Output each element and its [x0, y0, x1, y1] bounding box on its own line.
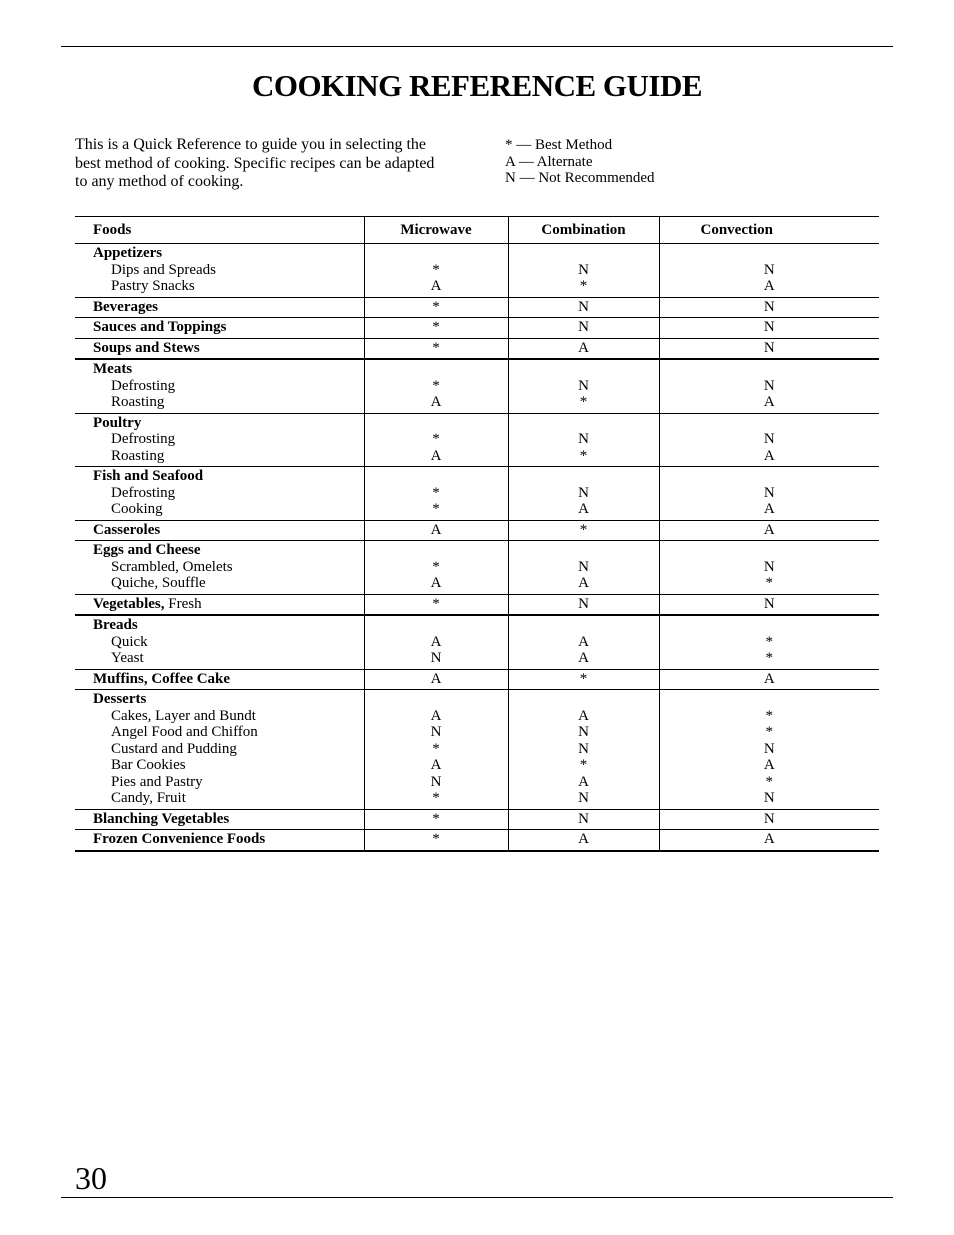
subcategory-label: Pastry Snacks: [111, 278, 195, 294]
table-body: [75, 244, 879, 851]
table-row: [75, 520, 879, 541]
category-line: [93, 361, 364, 378]
convection-cell: [659, 594, 879, 615]
convection-value: *: [765, 633, 773, 650]
subcategory-label: Roasting: [111, 447, 165, 464]
convection-value: N: [763, 298, 775, 315]
microwave-value: A: [430, 278, 442, 294]
subcategory-label: Quick: [111, 633, 148, 650]
combination-value: A: [578, 831, 589, 847]
subcategory-label: Quiche, Souffle: [111, 575, 206, 591]
category-line: [93, 691, 364, 708]
subcategory-label: Defrosting: [111, 431, 176, 447]
combination-cell: [508, 338, 659, 359]
foods-cell: [75, 669, 364, 690]
foods-cell: [75, 594, 364, 615]
combination-value: A: [578, 501, 589, 517]
combination-cell: [508, 669, 659, 690]
table-row: [75, 359, 879, 413]
microwave-cell: [364, 318, 508, 339]
combination-cell: [508, 541, 659, 595]
combination-value: A: [578, 773, 589, 790]
header-convection: Convection: [659, 217, 879, 244]
legend-best-method: * — Best Method: [505, 137, 613, 153]
combination-value: A: [578, 575, 589, 591]
combination-value: A: [578, 650, 589, 666]
cell-spacer: [660, 542, 880, 559]
category-label: Meats: [93, 361, 133, 377]
microwave-cell: [364, 615, 508, 669]
category-label: Frozen Convenience Foods: [93, 831, 266, 847]
header-microwave: Microwave: [364, 217, 508, 244]
table-row: [75, 690, 879, 810]
convection-value: N: [763, 558, 775, 575]
combination-value: N: [578, 810, 589, 827]
microwave-value: *: [432, 339, 440, 356]
table-row: [75, 615, 879, 669]
cell-spacer: [660, 245, 880, 262]
table-row: [75, 244, 879, 298]
microwave-value: *: [432, 831, 440, 847]
foods-cell: [75, 520, 364, 541]
category-label: Appetizers: [93, 245, 163, 261]
combination-value: *: [579, 278, 588, 294]
microwave-value: *: [432, 319, 440, 335]
convection-value: N: [763, 339, 775, 356]
category-label: Muffins, Coffee Cake: [93, 670, 231, 687]
category-label: Soups and Stews: [93, 339, 200, 356]
combination-cell: [508, 359, 659, 413]
microwave-value: *: [432, 261, 440, 278]
category-line: [93, 340, 364, 357]
convection-value: N: [763, 377, 775, 394]
convection-cell: [659, 615, 879, 669]
microwave-cell: [364, 244, 508, 298]
microwave-cell: [364, 520, 508, 541]
combination-cell: [508, 594, 659, 615]
convection-value: N: [763, 484, 775, 501]
table-row: [75, 809, 879, 830]
microwave-cell: [364, 359, 508, 413]
microwave-cell: [364, 594, 508, 615]
combination-value: N: [578, 790, 589, 806]
combination-value: *: [579, 394, 588, 410]
convection-value: A: [763, 447, 775, 464]
combination-cell: [508, 809, 659, 830]
convection-cell: [659, 359, 879, 413]
cell-spacer: [509, 245, 659, 262]
convection-cell: [659, 244, 879, 298]
header-combination: Combination: [508, 217, 659, 244]
convection-cell: [659, 338, 879, 359]
category-label: Casseroles: [93, 521, 161, 538]
cell-spacer: [509, 361, 659, 378]
subcategory-label: Cakes, Layer and Bundt: [111, 707, 256, 724]
convection-cell: [659, 669, 879, 690]
microwave-value: A: [430, 757, 442, 773]
cell-spacer: [365, 415, 508, 432]
legend: [505, 137, 655, 187]
bottom-rule: [61, 1197, 893, 1198]
cell-spacer: [509, 617, 659, 634]
combination-value: *: [579, 447, 588, 464]
microwave-cell: [364, 809, 508, 830]
convection-value: *: [765, 724, 773, 740]
category-suffix: Fresh: [164, 595, 202, 612]
convection-cell: [659, 467, 879, 521]
subcategory-label: Cooking: [111, 501, 163, 517]
combination-cell: [508, 467, 659, 521]
category-line: [93, 831, 364, 848]
convection-value: A: [763, 394, 775, 410]
table-row: [75, 594, 879, 615]
combination-cell: [508, 413, 659, 467]
cell-spacer: [660, 617, 880, 634]
microwave-value: N: [430, 773, 442, 790]
subcategory-label: Yeast: [111, 650, 144, 666]
microwave-value: A: [430, 394, 442, 410]
cell-spacer: [365, 361, 508, 378]
table-row: [75, 318, 879, 339]
cell-spacer: [660, 361, 880, 378]
convection-value: A: [763, 757, 775, 773]
intro-paragraph: This is a Quick Reference to guide you in selecting the best method of cooking. Specific recipes can be adapted to any method of cooking.: [75, 136, 435, 190]
convection-cell: [659, 520, 879, 541]
category-line: [93, 522, 364, 539]
combination-value: N: [578, 261, 589, 278]
microwave-cell: [364, 297, 508, 318]
microwave-cell: [364, 690, 508, 810]
page-title: COOKING REFERENCE GUIDE: [251, 68, 703, 103]
microwave-value: *: [432, 431, 440, 447]
cell-spacer: [365, 468, 508, 485]
category-label: Blanching Vegetables: [93, 810, 230, 827]
foods-cell: [75, 244, 364, 298]
cell-spacer: [509, 415, 659, 432]
cell-spacer: [365, 617, 508, 634]
convection-value: *: [765, 575, 773, 591]
combination-value: N: [578, 298, 589, 315]
microwave-value: *: [432, 484, 440, 501]
category-label: Fish and Seafood: [93, 468, 204, 484]
table-row: [75, 541, 879, 595]
convection-cell: [659, 318, 879, 339]
foods-cell: [75, 413, 364, 467]
subcategory-label: Dips and Spreads: [111, 261, 216, 278]
legend-alternate: A — Alternate: [505, 153, 593, 170]
microwave-value: *: [432, 377, 440, 394]
category-line: [93, 671, 364, 688]
convection-value: *: [765, 650, 773, 666]
table-row: [75, 669, 879, 690]
category-line: [93, 319, 364, 336]
cell-spacer: [660, 468, 880, 485]
subcategory-label: Defrosting: [111, 377, 176, 394]
category-label: Sauces and Toppings: [93, 319, 227, 335]
convection-value: N: [763, 319, 775, 335]
category-line: [93, 415, 364, 432]
cell-spacer: [660, 415, 880, 432]
convection-value: N: [763, 740, 775, 757]
microwave-value: A: [430, 670, 442, 687]
foods-cell: [75, 467, 364, 521]
microwave-value: *: [432, 740, 440, 757]
category-line: [93, 596, 364, 613]
convection-value: *: [765, 773, 773, 790]
table-row: [75, 467, 879, 521]
subcategory-label: Pies and Pastry: [111, 773, 203, 790]
convection-value: N: [763, 810, 775, 827]
category-line: [93, 811, 364, 828]
combination-value: A: [578, 633, 589, 650]
combination-cell: [508, 690, 659, 810]
table-row: [75, 413, 879, 467]
combination-cell: [508, 244, 659, 298]
microwave-value: N: [430, 724, 442, 740]
foods-cell: [75, 830, 364, 851]
convection-value: *: [765, 707, 773, 724]
convection-cell: [659, 830, 879, 851]
combination-value: N: [578, 558, 589, 575]
subcategory-label: Candy, Fruit: [111, 790, 186, 806]
subcategory-label: Defrosting: [111, 484, 176, 501]
convection-value: A: [763, 278, 775, 294]
convection-cell: [659, 809, 879, 830]
category-line: [93, 542, 364, 559]
foods-cell: [75, 615, 364, 669]
convection-cell: [659, 413, 879, 467]
convection-cell: [659, 690, 879, 810]
combination-value: A: [578, 339, 589, 356]
foods-cell: [75, 690, 364, 810]
category-line: [93, 299, 364, 316]
foods-cell: [75, 541, 364, 595]
table-header-row: [75, 217, 879, 244]
microwave-value: A: [430, 521, 442, 538]
microwave-value: *: [432, 810, 440, 827]
subcategory-label: Custard and Pudding: [111, 740, 237, 757]
category-label: Vegetables,: [93, 595, 165, 612]
combination-cell: [508, 520, 659, 541]
combination-value: N: [578, 431, 589, 447]
category-line: [93, 468, 364, 485]
cell-spacer: [365, 542, 508, 559]
microwave-cell: [364, 830, 508, 851]
microwave-cell: [364, 541, 508, 595]
foods-cell: [75, 297, 364, 318]
convection-value: A: [763, 831, 775, 847]
table-row: [75, 830, 879, 851]
cell-spacer: [365, 245, 508, 262]
convection-value: N: [763, 595, 775, 612]
convection-value: N: [763, 431, 775, 447]
cell-spacer: [660, 691, 880, 708]
foods-cell: [75, 809, 364, 830]
microwave-value: *: [432, 501, 440, 517]
category-label: Desserts: [93, 691, 147, 707]
microwave-cell: [364, 338, 508, 359]
combination-cell: [508, 830, 659, 851]
microwave-value: A: [430, 575, 442, 591]
cooking-reference-table: [75, 216, 879, 852]
combination-value: *: [579, 757, 588, 773]
combination-value: N: [578, 377, 589, 394]
microwave-value: *: [432, 298, 440, 315]
combination-value: N: [578, 595, 589, 612]
microwave-value: A: [430, 707, 442, 724]
foods-cell: [75, 359, 364, 413]
convection-value: N: [763, 790, 775, 806]
cell-spacer: [509, 542, 659, 559]
combination-cell: [508, 615, 659, 669]
microwave-value: *: [432, 790, 440, 806]
legend-not-recommended: N — Not Recommended: [505, 170, 655, 186]
convection-value: N: [763, 261, 775, 278]
subcategory-label: Angel Food and Chiffon: [111, 724, 258, 740]
table-row: [75, 338, 879, 359]
foods-cell: [75, 318, 364, 339]
microwave-value: A: [430, 633, 442, 650]
subcategory-label: Roasting: [111, 394, 165, 410]
category-label: Poultry: [93, 414, 142, 431]
combination-cell: [508, 318, 659, 339]
microwave-value: *: [432, 595, 440, 612]
top-rule: [61, 46, 893, 47]
cell-spacer: [509, 468, 659, 485]
combination-value: N: [578, 484, 589, 501]
microwave-cell: [364, 669, 508, 690]
combination-value: N: [578, 740, 589, 757]
convection-value: A: [763, 501, 775, 517]
subcategory-label: Scrambled, Omelets: [111, 558, 233, 575]
combination-value: *: [579, 521, 588, 538]
page-number: 30: [75, 1160, 107, 1196]
microwave-value: N: [430, 650, 442, 666]
microwave-value: *: [432, 558, 440, 575]
convection-cell: [659, 541, 879, 595]
combination-value: N: [578, 319, 589, 335]
category-label: Beverages: [93, 298, 158, 315]
foods-cell: [75, 338, 364, 359]
category-line: [93, 245, 364, 262]
microwave-cell: [364, 413, 508, 467]
table-row: [75, 297, 879, 318]
category-line: [93, 617, 364, 634]
subcategory-label: Bar Cookies: [111, 757, 186, 773]
category-label: Breads: [93, 617, 138, 633]
convection-cell: [659, 297, 879, 318]
cell-spacer: [509, 691, 659, 708]
combination-value: A: [578, 707, 589, 724]
category-label: Eggs and Cheese: [93, 542, 201, 558]
combination-value: *: [579, 670, 588, 687]
combination-value: N: [578, 724, 589, 740]
microwave-value: A: [430, 447, 442, 464]
convection-value: A: [763, 670, 775, 687]
combination-cell: [508, 297, 659, 318]
header-foods: Foods: [75, 217, 364, 244]
cell-spacer: [365, 691, 508, 708]
microwave-cell: [364, 467, 508, 521]
convection-value: A: [763, 521, 775, 538]
